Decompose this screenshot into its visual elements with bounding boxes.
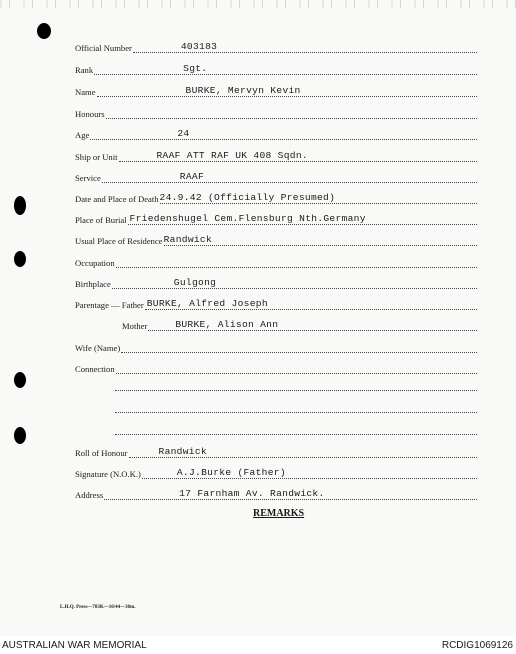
official-number-row [75,37,477,53]
usual-residence-label: Usual Place of Residence [75,236,163,246]
connection-continuation-line [115,411,477,413]
punch-hole [37,23,51,39]
place-burial-label: Place of Burial [75,215,127,225]
father-row [75,294,477,310]
father-value: BURKE, Alfred Joseph [146,298,268,309]
official-number-label: Official Number [75,43,132,53]
address-label: Address [75,490,104,500]
service-value: RAAF [179,171,205,182]
roll-of-honour-value: Randwick [158,446,207,457]
occupation-row [75,252,477,268]
honours-row [75,103,477,119]
rank-row [75,59,477,75]
connection-row [75,358,477,374]
usual-residence-row [75,230,477,246]
address-value: 17 Farnham Av. Randwick. [179,488,325,499]
place-burial-row [75,209,477,225]
rank-label: Rank [75,65,94,75]
birthplace-value: Gulgong [173,277,217,288]
punch-hole [14,196,26,215]
signature-row [75,463,477,479]
wife-label: Wife (Name) [75,343,121,353]
mother-row [122,315,477,331]
connection-continuation-line [115,433,477,435]
rank-value: Sgt. [183,63,208,74]
date-place-death-row [75,188,477,204]
place-burial-value: Friedenshugel Cem.Flensburg Nth.Germany [129,213,366,224]
connection-label: Connection [75,364,115,374]
punch-hole [14,251,26,267]
official-number-value: 403183 [180,41,218,52]
honours-label: Honours [75,109,105,119]
archive-name: AUSTRALIAN WAR MEMORIAL [2,640,147,651]
connection-continuation-line [115,389,477,391]
date-place-death-value: 24.9.42 (Officially Presumed) [159,192,336,203]
archive-footer [0,636,516,654]
ship-or-unit-value: RAAF ATT RAF UK 408 Sqdn. [156,150,308,161]
age-label: Age [75,130,90,140]
mother-value: BURKE, Alison Ann [175,319,279,330]
service-label: Service [75,173,101,183]
scan-edge [0,0,516,8]
age-row [75,124,477,140]
age-value: 24 [177,128,190,139]
name-value: BURKE, Mervyn Kevin [185,85,301,96]
signature-value: A.J.Burke (Father) [176,467,286,478]
punch-hole [14,372,26,388]
birthplace-label: Birthplace [75,279,111,289]
service-row [75,167,477,183]
name-label: Name [75,87,96,97]
signature-label: Signature (N.O.K.) [75,469,141,479]
date-place-death-label: Date and Place of Death [75,194,159,204]
address-row [75,484,477,500]
wife-row [75,337,477,353]
printer-note: L.H.Q. Press—783K—10/44—30m. [60,605,136,610]
remarks-heading: REMARKS [253,508,305,519]
mother-label: Mother [122,321,148,331]
archive-reference: RCDIG1069126 [441,640,513,651]
roll-of-honour-label: Roll of Honour [75,448,128,458]
usual-residence-value: Randwick [163,234,213,245]
ship-or-unit-row [75,146,477,162]
roll-of-honour-row [75,442,477,458]
ship-or-unit-label: Ship or Unit [75,152,118,162]
punch-hole [14,427,26,444]
birthplace-row [75,273,477,289]
occupation-label: Occupation [75,258,115,268]
father-label: Parentage — Father [75,300,144,310]
name-row [75,81,477,97]
